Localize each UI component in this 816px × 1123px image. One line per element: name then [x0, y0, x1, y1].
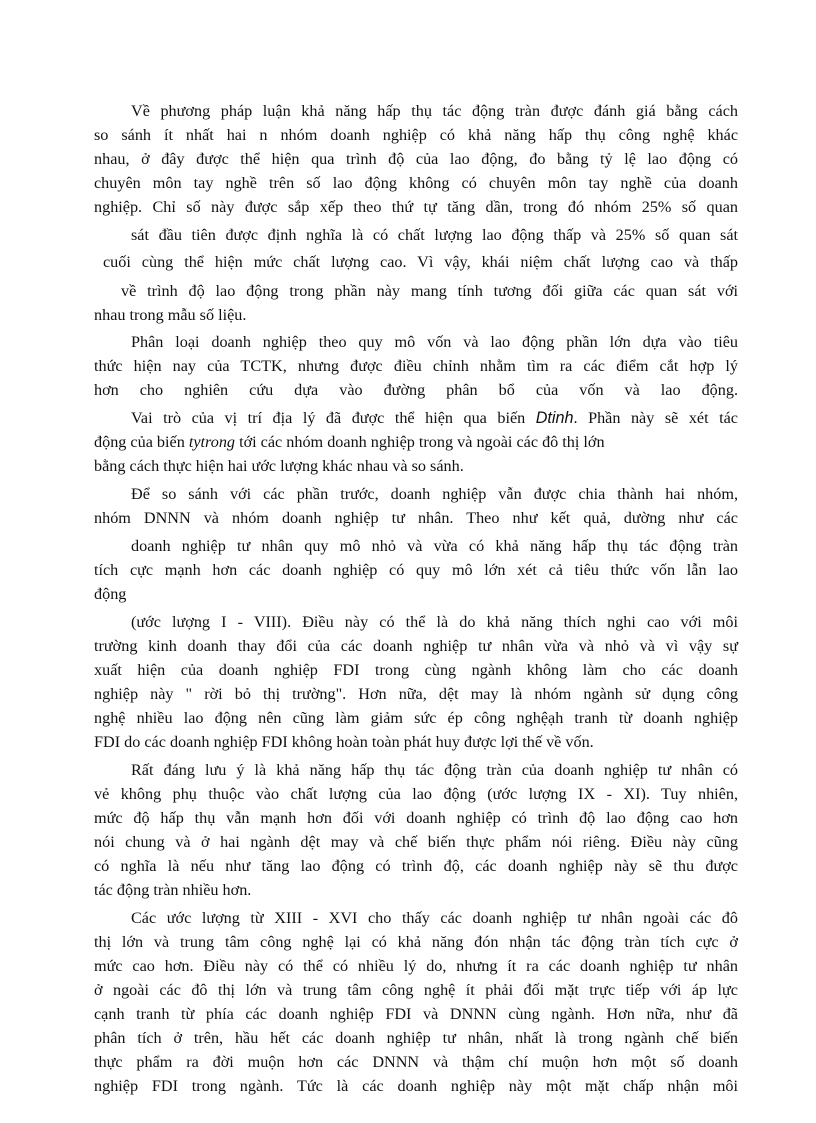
p2-line2: thức hiện nay của TCTK, nhưng được điều chỉnh nhằm tìm ra các điểm cắt hợp lý [94, 357, 738, 375]
p6-line8: nghiệp FDI trong ngành. Tức là các doanh nghiệp này một mặt chấp nhận môi [94, 1077, 738, 1095]
p5-line6: tác động tràn nhiều hơn. [94, 881, 252, 899]
p4-line3: doanh nghiệp tư nhân quy mô nhỏ và vừa có khả năng hấp thụ tác động tràn [131, 537, 738, 555]
p4-line2: nhóm DNNN và nhóm doanh nghiệp tư nhân. Theo như kết quả, dường như các [94, 509, 738, 527]
p1-line7: cuối cùng thể hiện mức chất lượng cao. Vì vậy, khái niệm chất lượng cao và thấp [103, 253, 738, 271]
p1-line5: nghiệp. Chỉ số này được sắp xếp theo thứ tự tăng dần, trong đó nhóm 25% số quan [94, 198, 738, 216]
p3-line2-pre: động của biến [94, 433, 189, 451]
p1-line1: Về phương pháp luận khả năng hấp thụ tác động tràn được đánh giá bằng cách [131, 102, 738, 120]
p1-line2: so sánh ít nhất hai n nhóm doanh nghiệp có khả năng hấp thụ công nghệ khác [94, 126, 738, 144]
p4-line8: xuất hiện của doanh nghiệp FDI trong cùng ngành không làm cho các doanh [94, 661, 738, 679]
p3-var-dtinh: Dtinh [535, 409, 574, 427]
p6-line5: cạnh tranh từ phía các doanh nghiệp FDI và DNNN cùng ngành. Hơn nữa, như đã [94, 1005, 738, 1023]
p4-line4: tích cực mạnh hơn các doanh nghiệp có quy mô lớn xét cả tiêu thức vốn lẫn lao [94, 561, 738, 579]
p3-var-tytrong: tytrong [188, 433, 236, 451]
p2-line1: Phân loại doanh nghiệp theo quy mô vốn và lao động phần lớn dựa vào tiêu [131, 333, 738, 351]
p1-line4: chuyên môn tay nghề trên số lao động không có chuyên môn tay nghề của doanh [94, 174, 738, 192]
p6-line4: ở ngoài các đô thị lớn và trung tâm công nghệ ít phải đối mặt trực tiếp với áp lực [94, 981, 738, 999]
p4-line7: trường kinh doanh thay đổi của các doanh nghiệp tư nhân vừa và nhỏ và vì vậy sự [94, 637, 738, 655]
p1-line9: nhau trong mẫu số liệu. [94, 306, 247, 324]
p6-line3: mức cao hơn. Điều này có thể có nhiều lý do, nhưng ít ra các doanh nghiệp tư nhân [94, 957, 738, 975]
p3-line1 [131, 407, 738, 429]
p4-line9: nghiệp này " rời bỏ thị trường". Hơn nữa, dệt may là nhóm ngành sử dụng công [94, 685, 738, 703]
p5-line3: mức độ hấp thụ vẫn mạnh hơn đối với doanh nghiệp có trình độ lao động cao hơn [94, 809, 738, 827]
p1-line8: về trình độ lao động trong phần này mang tính tương đối giữa các quan sát với [121, 282, 738, 300]
p4-line5: động [94, 585, 127, 603]
p4-line10: nghệ nhiều lao động nên cũng làm giảm sức ép công nghệạh tranh từ doanh nghiệp [94, 709, 738, 727]
p4-line11: FDI do các doanh nghiệp FDI không hoàn toàn phát huy được lợi thế về vốn. [94, 733, 594, 751]
p5-line4: nói chung và ở hai ngành dệt may và chế biến thực phẩm nói riêng. Điều này cũng [94, 833, 738, 851]
p2-line3: hơn cho nghiên cứu dựa vào đường phân bổ của vốn và lao động. [94, 381, 738, 399]
p4-line6: (ước lượng I - VIII). Điều này có thể là do khả năng thích nghi cao với môi [131, 613, 738, 631]
p5-line5: có nghĩa là nếu như tăng lao động có trình độ, các doanh nghiệp này sẽ thu được [94, 857, 738, 875]
p5-line1: Rất đáng lưu ý là khả năng hấp thụ tác động tràn của doanh nghiệp tư nhân có [131, 761, 738, 779]
p6-line6: phân tích ở trên, hầu hết các doanh nghiệp tư nhân, nhất là trong ngành chế biến [94, 1029, 738, 1047]
p1-line6: sát đầu tiên được định nghĩa là có chất lượng lao động thấp và 25% số quan sát [131, 226, 738, 244]
p5-line2: vẻ không phụ thuộc vào chất lượng của lao động (ước lượng IX - XI). Tuy nhiên, [94, 785, 738, 803]
p3-line2 [94, 431, 738, 453]
p3-line3: bằng cách thực hiện hai ước lượng khác nhau và so sánh. [94, 457, 464, 475]
p3-line1-pre: Vai trò của vị trí địa lý đã được thể hiện qua biến [131, 409, 536, 427]
p6-line2: thị lớn và trung tâm công nghệ lại có khả năng đón nhận tác động tràn tích cực ở [94, 933, 738, 951]
p4-line1: Để so sánh với các phần trước, doanh nghiệp vẫn được chia thành hai nhóm, [131, 485, 738, 503]
p3-line2-post: tới các nhóm doanh nghiệp trong và ngoài các đô thị lớn [235, 433, 605, 451]
p6-line7: thực phẩm ra đời muộn hơn các DNNN và thậm chí muộn hơn một số doanh [94, 1053, 738, 1071]
p6-line1: Các ước lượng từ XIII - XVI cho thấy các doanh nghiệp tư nhân ngoài các đô [131, 909, 738, 927]
p3-line1-post: . Phần này sẽ xét tác [573, 409, 738, 427]
p1-line3: nhau, ở đây được thể hiện qua trình độ của lao động, đo bằng tỷ lệ lao động có [94, 150, 738, 168]
